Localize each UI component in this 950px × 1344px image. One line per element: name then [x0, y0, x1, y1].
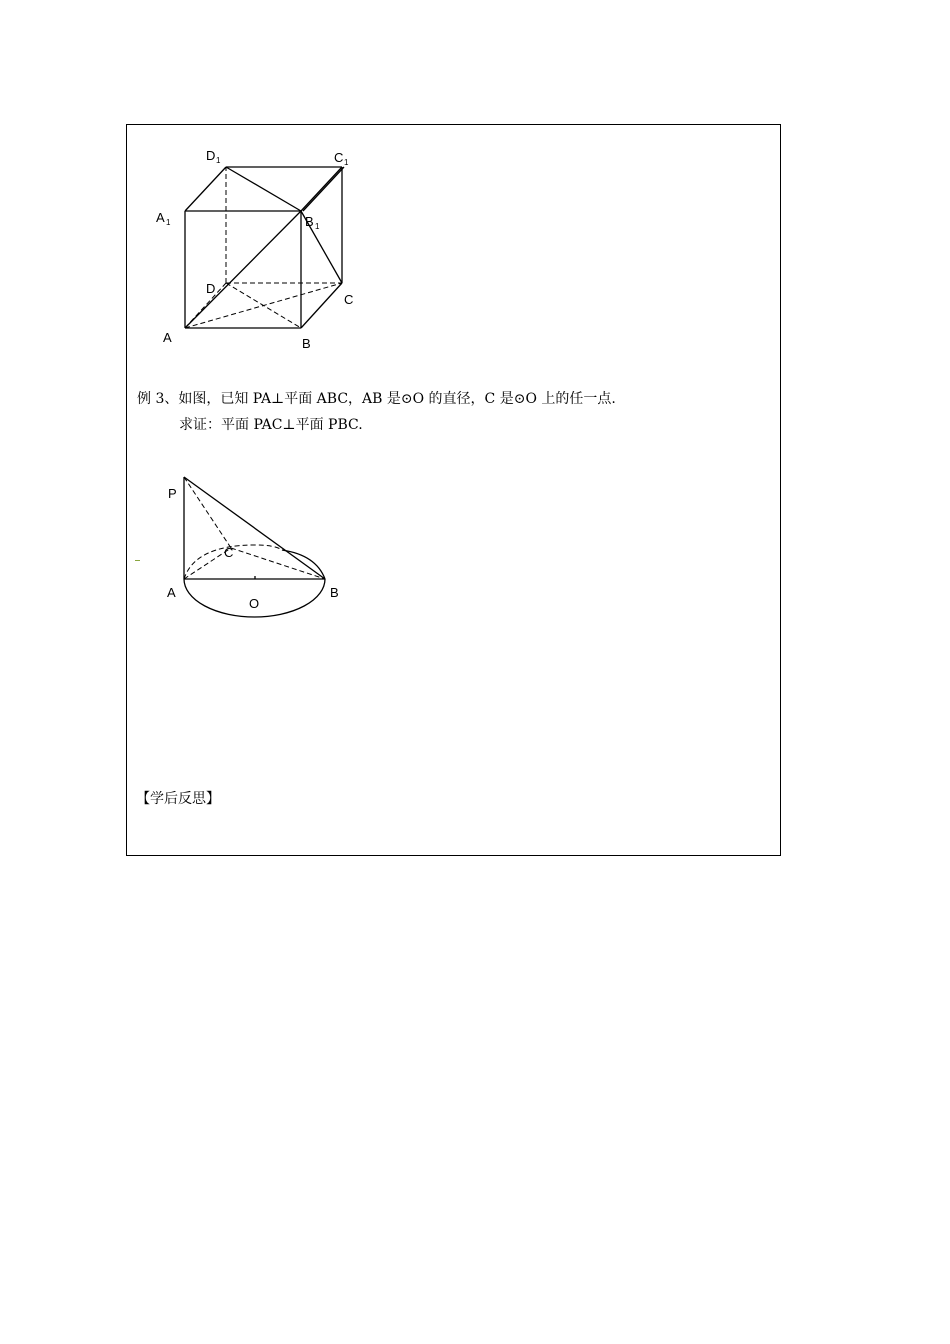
- segment-p-b: [184, 477, 325, 579]
- example3-statement: 如图，已知 PA⊥平面 ABC，AB 是⊙O 的直径，C 是⊙O 上的任一点.: [178, 391, 616, 407]
- edge-b-c: [301, 283, 342, 328]
- label-cone-c: C: [224, 545, 234, 560]
- label-b1: B: [305, 214, 314, 229]
- label-c: C: [344, 292, 354, 307]
- edge-b1-c1-b: [303, 167, 344, 211]
- segment-c-b: [231, 548, 325, 579]
- example3-prove-label: 求证：: [179, 417, 221, 433]
- label-b: B: [302, 336, 311, 351]
- reflection-heading: 【学后反思】: [136, 791, 220, 807]
- example3-statement-line: [137, 388, 616, 408]
- diag-d1-b1: [226, 167, 301, 211]
- label-c1-sub: 1: [344, 158, 349, 167]
- label-a1-sub: 1: [166, 218, 171, 227]
- label-o: O: [249, 596, 260, 611]
- label-d: D: [206, 281, 216, 296]
- label-d1: D: [206, 148, 216, 163]
- diag-a-b1: [185, 211, 301, 328]
- example3-prove-line: [179, 414, 363, 434]
- margin-marker: [135, 560, 140, 561]
- label-d1-sub: 1: [216, 156, 221, 165]
- label-cone-a: A: [167, 585, 176, 600]
- edge-a1-d1: [185, 167, 226, 211]
- example3-prove-text: 平面 PAC⊥平面 PBC.: [221, 417, 363, 433]
- label-p: P: [168, 486, 177, 501]
- hidden-d-b: [226, 283, 301, 328]
- label-b1-sub: 1: [315, 222, 320, 231]
- label-c1: C: [334, 150, 344, 165]
- cone-figure: [167, 477, 339, 617]
- label-cone-b: B: [330, 585, 339, 600]
- edge-b1-c1: [301, 167, 342, 211]
- example3-prefix: 例 3、: [137, 391, 179, 407]
- label-a: A: [163, 330, 172, 345]
- label-a1: A: [156, 210, 165, 225]
- segment-p-c: [184, 477, 231, 548]
